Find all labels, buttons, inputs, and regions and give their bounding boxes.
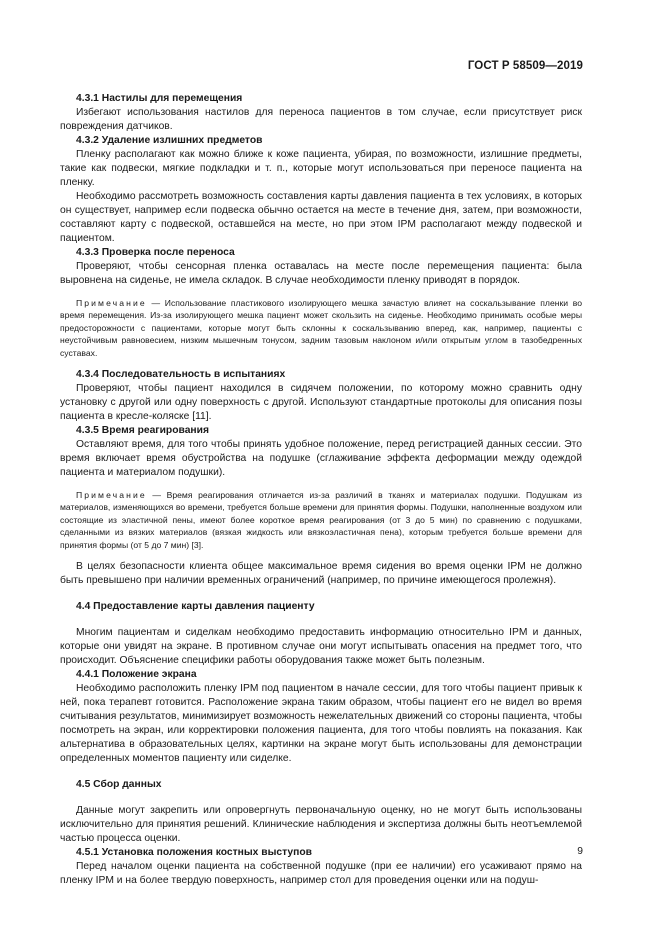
- section-heading-4-3-3: 4.3.3 Проверка после переноса: [76, 247, 235, 258]
- paragraph: Многим пациентам и сиделкам необходимо предоставить информацию относительно IPM и данных, которые они увидят на экране. В противном случае они могут испытывать опасения на предмет того, что происходит. Объяснение специфики работы оборудования также может быть полезным.: [60, 627, 582, 667]
- document-header: ГОСТ Р 58509—2019: [467, 60, 583, 72]
- note-text: — Использование пластикового изолирующего мешка зачастую влияет на соскальзывание пленки во время перемещения. Из-за изолирующего мешка пациент может скользить на сиденье. Необходимо принимать особые меры предосторожности с пациентами, которые могут быть склонны к соскальзыванию вперед, как, например, пациенты с неустойчивым равновесием, низким мышечным тонусом, задним тазовым наклоном и/или открытым углом в тазобедренных суставах.: [60, 298, 582, 358]
- section-heading-4-5: 4.5 Сбор данных: [76, 779, 162, 791]
- paragraph: Необходимо рассмотреть возможность составления карты давления пациента в тех условиях, в которых он существует, например если подвеска обычно остается на месте в течение дня, затем, при возможности, составляют карту с подвеской, оставшейся на месте, но при этом IPM располагают между подвеской и пациентом.: [60, 191, 582, 244]
- paragraph: Оставляют время, для того чтобы принять удобное положение, перед регистрацией данных сессии. Это время включает время обустройства на подушке (сглаживание эффекта деформации между одеждой пациента и материалом подушки).: [60, 439, 582, 479]
- note-label: Примечание: [76, 298, 147, 308]
- section-heading-4-4-1: 4.4.1 Положение экрана: [76, 669, 197, 681]
- section-heading-4-3-5: 4.3.5 Время реагирования: [76, 425, 209, 437]
- paragraph: Избегают использования настилов для переноса пациентов в том случае, если присутствует риск повреждения датчиков.: [60, 107, 582, 132]
- paragraph: Проверяют, чтобы пациент находился в сидячем положении, по которому можно сравнить одну установку с другой или одну поверхность с другой. Используют стандартные протоколы для описания позы пациента в кресле-коляске [11].: [60, 383, 582, 423]
- paragraph: Проверяют, чтобы сенсорная пленка оставалась на месте после перемещения пациента: была выровнена на сиденье, не имела складок. В случае необходимости пленку приводят в порядок.: [60, 261, 582, 286]
- paragraph: Необходимо расположить пленку IPM под пациентом в начале сессии, для того чтобы пациент привык к ней, пока терапевт готовится. Расположение экрана таким образом, чтобы пациент его не видел во время считывания результатов, минимизирует возможность нежелательных движений со стороны пациента, чтобы посмотреть на экран, или корректировки положения пациента, для того чтобы повлиять на показания. Как альтернатива в образовательных целях, картинки на экране могут быть использованы для демонстрации определенных моментов пациенту или сиделке.: [60, 683, 582, 765]
- note: [60, 297, 582, 359]
- section-heading-4-3-1: 4.3.1 Настилы для перемещения: [76, 93, 243, 104]
- section-heading-4-4: 4.4 Предоставление карты давления пациенту: [76, 601, 315, 613]
- paragraph: В целях безопасности клиента общее максимальное время сидения во время оценки IPM не должно быть превышено при наличии временных ограничений (например, по причине имеющегося пролежня).: [60, 561, 582, 587]
- section-heading-4-3-2: 4.3.2 Удаление излишних предметов: [76, 135, 263, 146]
- document-body: [60, 92, 582, 888]
- paragraph: Пленку располагают как можно ближе к коже пациента, убирая, по возможности, излишние предметы, такие как подвески, мягкие подкладки и т. п., которые могут использоваться при переносе пациента на пленку.: [60, 149, 582, 188]
- note-text: — Время реагирования отличается из-за различий в тканях и материалах подушки. Подушкам из материалов, изменяющихся во времени, требуется больше времени для принятия формы. Подушки, наполненные воздухом или состоящие из эластичной пены, имеют более короткое время реагирования (от 3 до 5 мин) по сравнению с подушками, сделанными из вязких материалов (вязкая жидкость или вязкоэластичная пена), которым требуется больше времени для принятия формы (от 5 до 7 мин) [3].: [60, 490, 582, 550]
- paragraph: Перед началом оценки пациента на собственной подушке (при ее наличии) его усаживают прямо на пленку IPM и на более твердую поверхность, например стол для проведения оценки или на подуш-: [60, 861, 582, 887]
- note-label: Примечание: [76, 490, 147, 501]
- page-number: 9: [577, 846, 583, 857]
- paragraph: Данные могут закрепить или опровергнуть первоначальную оценку, но не могут быть использованы исключительно для принятия решений. Клинические наблюдения и экспертиза должны быть неотъемлемой частью процесса оценки.: [60, 805, 582, 845]
- note: [60, 489, 582, 551]
- section-heading-4-3-4: 4.3.4 Последовательность в испытаниях: [76, 369, 286, 381]
- section-heading-4-5-1: 4.5.1 Установка положения костных выступов: [76, 847, 312, 859]
